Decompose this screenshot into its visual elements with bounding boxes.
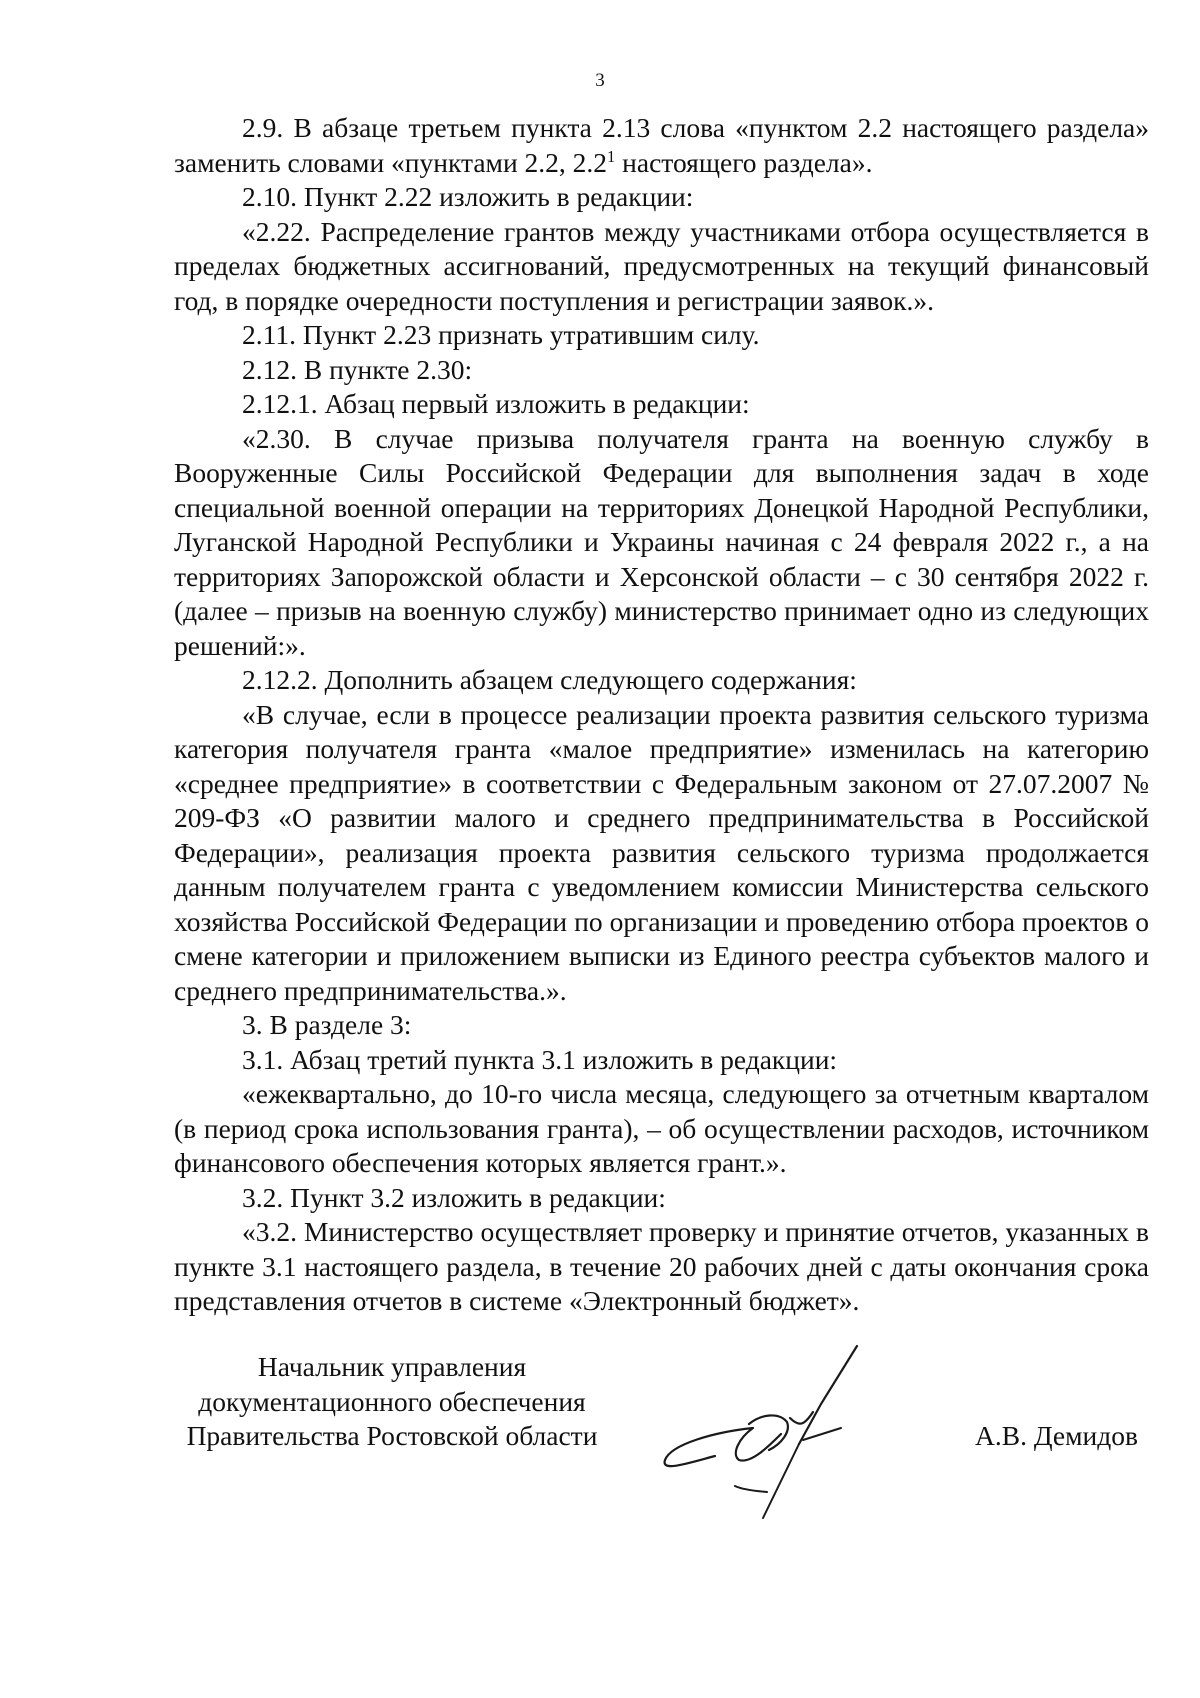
- signatory-name: А.В. Демидов: [975, 1420, 1138, 1451]
- handwritten-signature: [655, 1340, 905, 1520]
- superscript: 1: [607, 146, 616, 166]
- signatory-position: [172, 1350, 612, 1454]
- paragraph: 3.1. Абзац третий пункта 3.1 изложить в редакции:: [242, 1043, 838, 1075]
- signatory-position-line: Правительства Ростовской области: [186, 1420, 598, 1451]
- paragraph: «2.22. Распределение грантов между участниками отбора осуществляется в пределах бюджетных ассигнований, предусмотренных на текущий финансовый год, в порядке очередности поступления и регистрации заявок.».: [174, 215, 1149, 316]
- paragraph: «В случае, если в процессе реализации проекта развития сельского туризма категория получателя гранта «малое предприятие» изменилась на категорию «среднее предприятие» в соответствии с Федеральным законом от 27.07.2007 № 209-ФЗ «О развитии малого и среднего предпринимательства в Российской Федерации», реализация проекта развития сельского туризма продолжается данным получателем гранта с уведомлением комиссии Министерства сельского хозяйства Российской Федерации по организации и проведению отбора проектов о смене категории и приложением выписки из Единого реестра субъектов малого и среднего предпринимательства.».: [174, 698, 1149, 1006]
- paragraph: 2.9. В абзаце третьем пункта 2.13 слова «пунктом 2.2 настоящего раздела» заменить словами «пунктами 2.2, $2.2^1$ настоящего раздела».: [174, 112, 1149, 178]
- paragraph: «ежеквартально, до 10-го числа месяца, следующего за отчетным кварталом (в период срока использования гранта), – об осуществлении расходов, источником финансового обеспечения которых является грант.».: [174, 1078, 1149, 1178]
- signatory-position-line: документационного обеспечения: [198, 1385, 586, 1417]
- paragraph: 3. В разделе 3:: [242, 1009, 412, 1040]
- signatory-position-line: Начальник управления: [257, 1351, 527, 1382]
- paragraph: 2.11. Пункт 2.23 признать утратившим силу.: [242, 319, 760, 350]
- paragraph: 2.12. В пункте 2.30:: [242, 353, 473, 385]
- paragraph: 2.10. Пункт 2.22 изложить в редакции:: [242, 181, 694, 212]
- paragraph: «2.30. В случае призыва получателя гранта на военную службу в Вооруженные Силы Российской Федерации для выполнения задач в ходе специальной военной операции на территориях Донецкой Народной Республики, Луганской Народной Республики и Украины начиная с 24 февраля 2022 г., а на территориях Запорожской области и Херсонской области – с 30 сентября 2022 г. (далее – призыв на военную службу) министерство принимает одно из следующих решений:».: [174, 422, 1149, 661]
- paragraph: 2.12.1. Абзац первый изложить в редакции:: [242, 388, 750, 419]
- paragraph: «3.2. Министерство осуществляет проверку и принятие отчетов, указанных в пункте 3.1 настоящего раздела, в течение 20 рабочих дней с даты окончания срока представления отчетов в системе «Электронный бюджет».: [174, 1216, 1149, 1316]
- paragraph: 3.2. Пункт 3.2 изложить в редакции:: [242, 1181, 666, 1213]
- page-number: 3: [595, 70, 605, 91]
- document-body: [174, 111, 1149, 1319]
- paragraph: 2.12.2. Дополнить абзацем следующего содержания:: [242, 664, 857, 695]
